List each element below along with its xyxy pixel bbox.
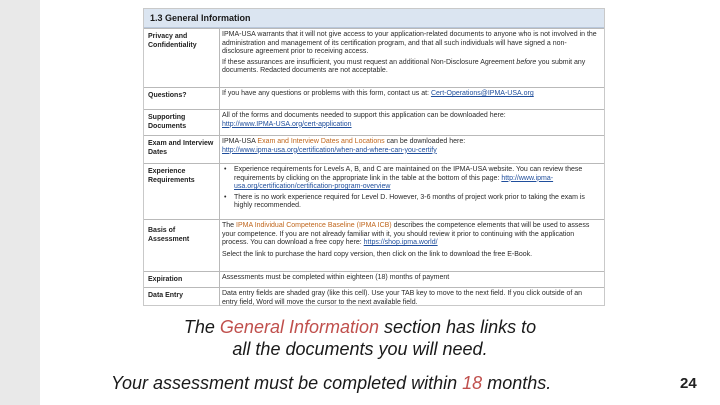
- program-overview-link[interactable]: http://www.ipma-usa.org/certification/certification-program-overview: [234, 174, 554, 191]
- experience-bullet-2: • There is no work experience required for Level D. However, 3-6 months of project work prior to taking the exam is highly recommended.: [222, 194, 598, 211]
- application-link[interactable]: http://www.IPMA-USA.org/cert-application: [222, 120, 352, 128]
- row-label: Questions?: [148, 92, 187, 99]
- row-content: If you have any questions or problems with this form, contact us at: Cert-Operations@IPMA-USA.org: [222, 90, 534, 97]
- exam-dates-highlight[interactable]: Exam and Interview Dates and Locations: [257, 138, 385, 145]
- basis-paragraph-2: Select the link to purchase the hard copy version, then click on the link to download the free E-Book.: [222, 250, 533, 258]
- section-title: 1.3 General Information: [144, 9, 604, 28]
- row-content: All of the forms and documents needed to support this application can be downloaded here: http://www.IPMA-USA.org/cert-application: [222, 112, 598, 129]
- caption-general-information: The General Information section has links to all the documents you will need.: [0, 316, 720, 360]
- table-row-experience: [144, 163, 604, 219]
- caption-highlight-18: 18: [462, 373, 483, 393]
- row-content: Assessments must be completed within eighteen (18) months of payment: [222, 274, 450, 281]
- row-label: Exam and Interview Dates: [148, 140, 214, 156]
- row-label: Experience Requirements: [148, 168, 195, 184]
- caption-line-2: all the documents you will need.: [232, 339, 488, 359]
- document-screenshot: [143, 8, 605, 306]
- table-row-expiration: [144, 271, 604, 287]
- row-content: Data entry fields are shaded gray (like this cell). Use your TAB key to move to the next field. If you click outside of an entry field, Word will move the cursor to the next available field.: [222, 290, 583, 306]
- row-content: The IPMA Individual Competence Baseline (IPMA ICB) describes the competence elements that will be used to assess your competence. If you are not already familiar with it, you should review it prior to continuing with the application process. You can download a free copy here: https://shop.ipma.world/ Select the link to purchase the hard copy version, then click on the link to download the free E-Book.: [222, 222, 598, 259]
- exam-dates-link[interactable]: http://www.ipma-usa.org/certification/when-and-where-can-you-certify: [222, 146, 437, 154]
- privacy-paragraph-2: If these assurances are insufficient, you must request an additional Non-Disclosure Agreement before you submit any documents. Redacted documents are not acceptable.: [222, 58, 586, 75]
- table-row-exam-dates: [144, 135, 604, 163]
- table-row-data-entry: [144, 287, 604, 306]
- table-row-basis-of-assessment: [144, 219, 604, 271]
- table-row-privacy: [144, 28, 604, 87]
- row-content: [222, 31, 598, 76]
- row-label: Expiration: [148, 276, 183, 283]
- row-content: IPMA-USA Exam and Interview Dates and Locations can be downloaded here: http://www.ipma-usa.org/certification/when-and-where-can-you-certify: [222, 138, 598, 155]
- contact-email-link[interactable]: Cert-Operations@IPMA-USA.org: [430, 90, 534, 97]
- row-content: [222, 166, 598, 211]
- ipma-shop-link[interactable]: https://shop.ipma.world/: [363, 239, 438, 247]
- experience-bullet-1: • Experience requirements for Levels A, B, and C are maintained on the IPMA-USA website. You can review these requirements by clicking on the appropriate link in the table at the bottom of this page: http://www.ipma-usa.org/certification/certification-program-overview: [222, 166, 598, 192]
- table-row-questions: [144, 87, 604, 109]
- caption-highlight-general-information: General Information: [219, 317, 380, 337]
- table-row-supporting-documents: [144, 109, 604, 135]
- row-label: Privacy and Confidentiality: [148, 33, 197, 49]
- slide-page-number: 24: [680, 375, 697, 392]
- icb-highlight[interactable]: IPMA Individual Competence Baseline (IPMA ICB): [236, 222, 392, 229]
- row-label: Data Entry: [148, 292, 184, 299]
- row-label: Supporting Documents: [148, 114, 187, 130]
- row-label: Basis of Assessment: [148, 227, 190, 243]
- privacy-paragraph-1: IPMA-USA warrants that it will not give access to your application-related documents to anyone who is not involved in the administration and management of its certification program, and that all such individuals will have signed a non-disclosure agreement prior to receiving access.: [222, 31, 597, 56]
